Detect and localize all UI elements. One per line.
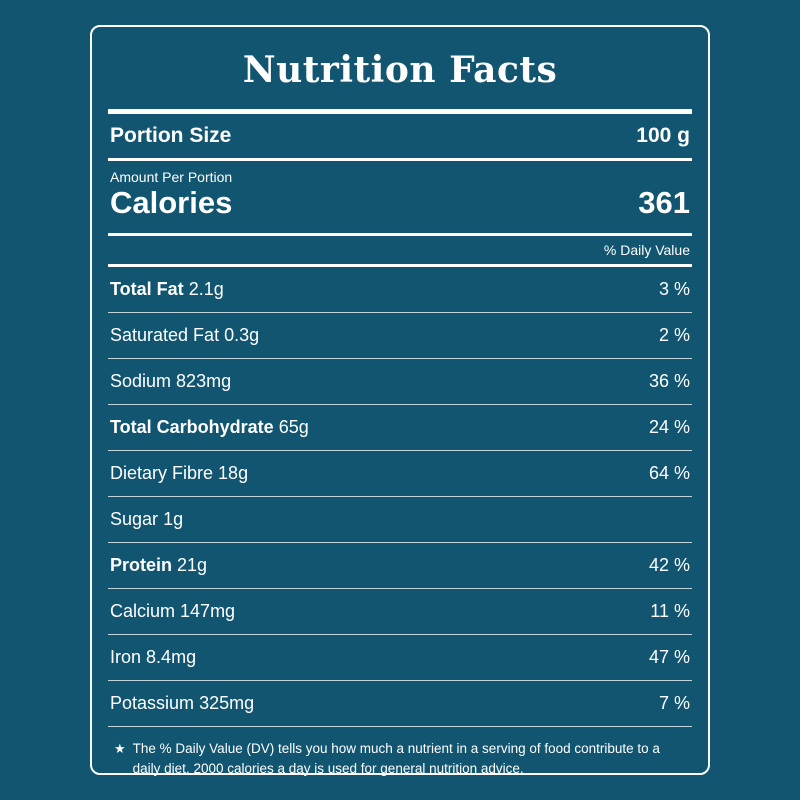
nutrient-daily-value: 42 % — [648, 555, 690, 575]
table-row — [92, 543, 708, 588]
nutrient-name — [110, 371, 231, 392]
nutrient-label: Saturated Fat — [110, 325, 220, 345]
portion-size-value: 100 g — [636, 124, 690, 147]
nutrient-amount: 18g — [218, 463, 249, 483]
nutrient-label: Calcium — [110, 601, 176, 621]
nutrient-name — [110, 279, 224, 300]
table-row — [92, 589, 708, 634]
star-icon: ★ — [114, 741, 126, 756]
table-row — [92, 681, 708, 726]
nutrient-daily-value: 36 % — [648, 371, 690, 391]
nutrient-amount: 325mg — [199, 693, 255, 713]
nutrient-amount: 147mg — [180, 601, 236, 621]
nutrient-amount: 1g — [163, 509, 184, 529]
calories-row — [92, 185, 708, 233]
page-title: Nutrition Facts — [242, 49, 558, 91]
table-row — [92, 359, 708, 404]
nutrient-label: Total Carbohydrate — [110, 417, 274, 437]
nutrient-amount: 823mg — [176, 371, 232, 391]
nutrient-label: Total Fat — [110, 279, 184, 299]
nutrient-daily-value: 24 % — [648, 417, 690, 437]
nutrient-amount: 21g — [177, 555, 208, 575]
table-row — [92, 497, 708, 542]
nutrient-name — [110, 693, 254, 714]
nutrient-daily-value: 7 % — [658, 693, 690, 713]
nutrient-amount: 2.1g — [188, 279, 224, 299]
nutrient-daily-value: 3 % — [658, 279, 690, 299]
nutrient-name — [110, 555, 207, 576]
nutrient-name — [110, 463, 248, 484]
nutrient-label: Sodium — [110, 371, 172, 391]
amount-per-portion-label: Amount Per Portion — [110, 169, 233, 185]
nutrient-label: Sugar — [110, 509, 159, 529]
footnote — [92, 727, 708, 780]
nutrient-label: Dietary Fibre — [110, 463, 214, 483]
nutrient-name — [110, 325, 259, 346]
table-row — [92, 267, 708, 312]
nutrient-daily-value: 2 % — [658, 325, 690, 345]
table-row — [92, 405, 708, 450]
table-row — [92, 313, 708, 358]
nutrient-name — [110, 601, 235, 622]
table-row — [92, 451, 708, 496]
nutrient-name — [110, 509, 183, 530]
nutrient-daily-value: 47 % — [648, 647, 690, 667]
portion-size-label: Portion Size — [110, 124, 232, 147]
nutrient-amount: 0.3g — [224, 325, 260, 345]
daily-value-header: % Daily Value — [603, 242, 690, 258]
nutrient-label: Potassium — [110, 693, 195, 713]
calories-value: 361 — [638, 185, 690, 220]
nutrient-amount: 65g — [278, 417, 309, 437]
portion-size-row — [92, 114, 708, 158]
nutrient-amount: 8.4mg — [146, 647, 197, 667]
table-row — [92, 635, 708, 680]
nutrition-facts-panel — [90, 25, 710, 775]
calories-label: Calories — [110, 185, 233, 220]
nutrient-daily-value: 64 % — [648, 463, 690, 483]
nutrient-label: Iron — [110, 647, 142, 667]
nutrient-daily-value: 11 % — [650, 601, 690, 621]
nutrient-name — [110, 647, 196, 668]
footnote-text: The % Daily Value (DV) tells you how much a nutrient in a serving of food contribute to a daily diet. 2000 calories a day is used for general nutrition advice. — [132, 741, 660, 777]
nutrient-label: Protein — [110, 555, 173, 575]
nutrient-name — [110, 417, 309, 438]
